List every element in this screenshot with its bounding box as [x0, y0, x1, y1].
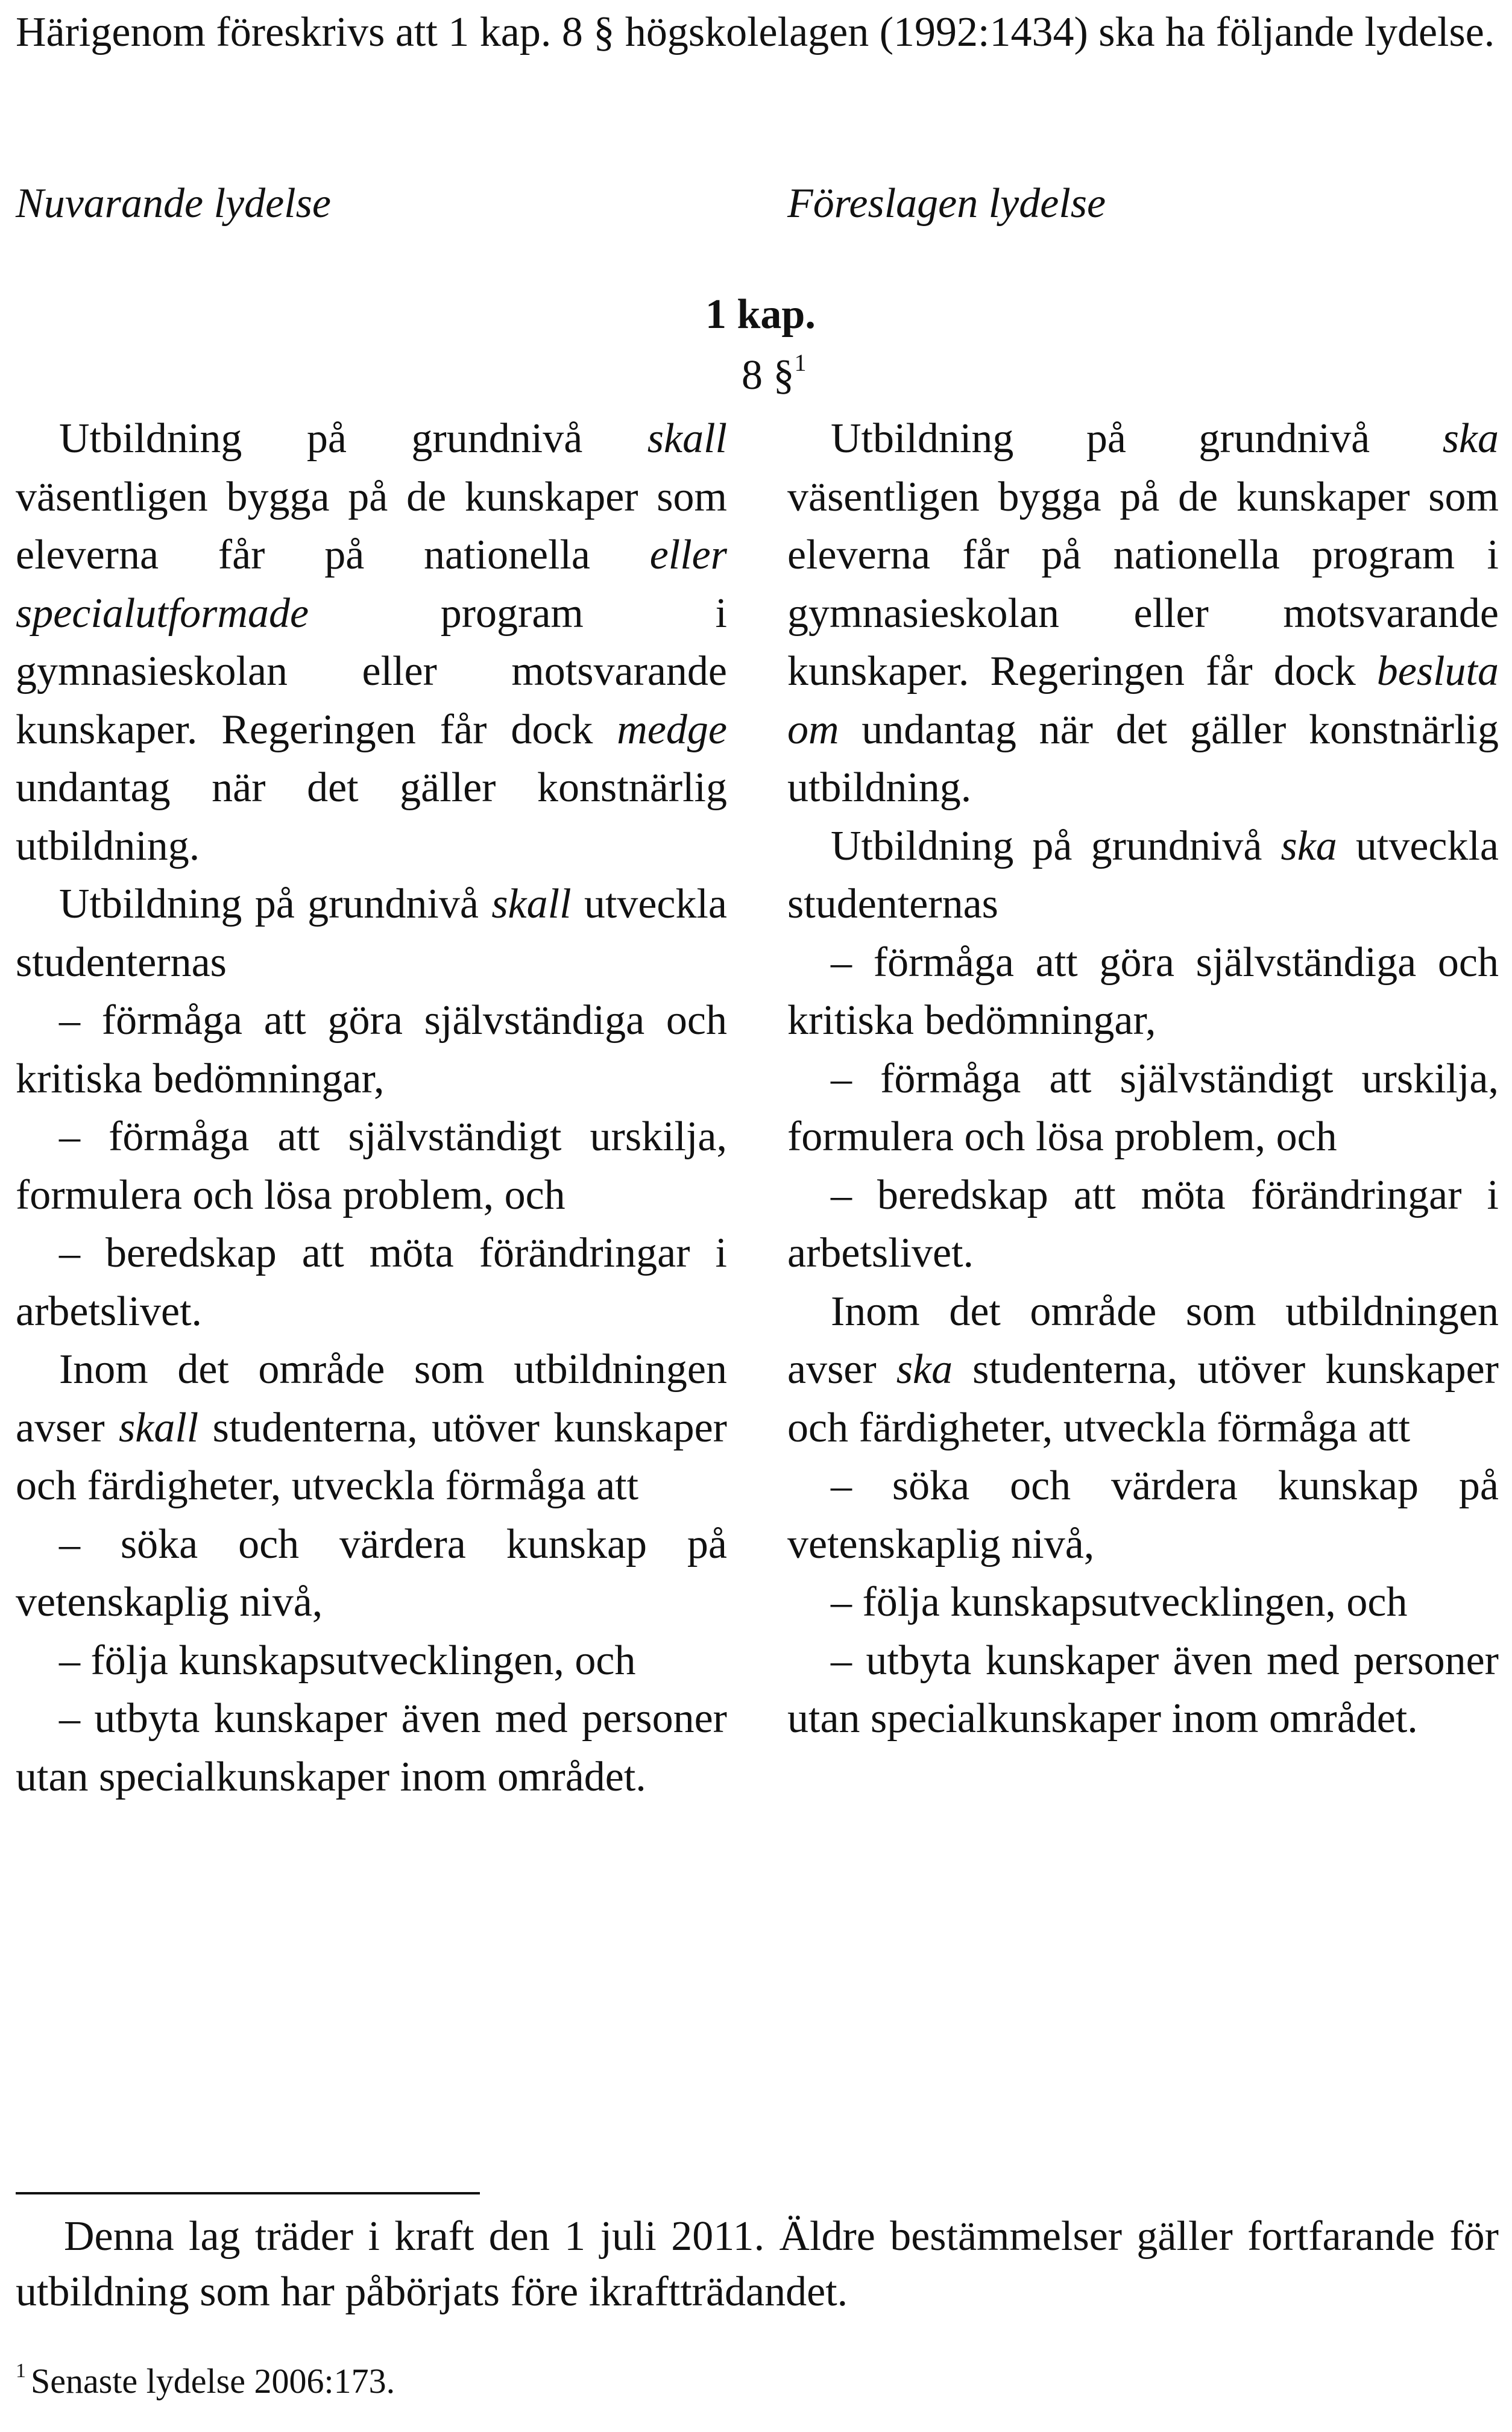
current-list-item: – beredskap att möta förändringar i arbetslivet. [16, 1230, 727, 1335]
changed-word: ska [1280, 822, 1337, 869]
proposed-paragraph-3: Inom det område som utbildningen avser ska studenterna, utöver kunskaper och färdigheter, utveckla förmåga att [787, 1288, 1499, 1451]
footnote [16, 2360, 395, 2401]
current-list-item: – förmåga att självständigt urskilja, formulera och lösa problem, och [16, 1114, 727, 1218]
chapter-heading: 1 kap. [705, 291, 816, 338]
changed-word: medge [617, 706, 727, 753]
section-footnote-mark: 1 [794, 349, 807, 376]
changed-phrase: eller specialutformade [16, 532, 727, 637]
entry-into-force [16, 2209, 1499, 2320]
proposed-list-item: – beredskap att möta förändringar i arbetslivet. [787, 1171, 1499, 1276]
proposed-paragraph-1: Utbildning på grundnivå ska väsentligen bygga på de kunskaper som eleverna får på nationella program i gymnasieskolan eller motsvarande kunskaper. Regeringen får dock besluta om undantag när det gäller konstnärlig utbildning. [787, 415, 1499, 811]
heading-current-wording: Nuvarande lydelse [16, 180, 331, 227]
current-paragraph-3: Inom det område som utbildningen avser skall studenterna, utöver kunskaper och färdigheter, utveckla förmåga att [16, 1346, 727, 1509]
proposed-list-item: – söka och värdera kunskap på vetenskaplig nivå, [787, 1463, 1499, 1567]
footnote-mark: 1 [16, 2360, 26, 2382]
changed-word: skall [647, 415, 727, 462]
proposed-list-item: – förmåga att självständigt urskilja, formulera och lösa problem, och [787, 1055, 1499, 1160]
proposed-list-item: – följa kunskapsutvecklingen, och [831, 1579, 1408, 1625]
current-wording-column [16, 410, 727, 1806]
current-paragraph-2: Utbildning på grundnivå skall utveckla studenternas [16, 881, 727, 986]
changed-word: ska [896, 1346, 953, 1393]
current-list-item: – utbyta kunskaper även med personer utan specialkunskaper inom området. [16, 1695, 727, 1800]
entry-into-force-text: Denna lag träder i kraft den 1 juli 2011. Äldre bestämmelser gäller fortfarande för utbildning som har påbörjats före ikraftträdandet. [16, 2213, 1499, 2315]
changed-word: skall [491, 881, 572, 927]
proposed-list-item: – förmåga att göra självständiga och kritiska bedömningar, [787, 939, 1499, 1044]
proposed-list-item: – utbyta kunskaper även med personer utan specialkunskaper inom området. [787, 1637, 1499, 1742]
current-list-item: – söka och värdera kunskap på vetenskaplig nivå, [16, 1520, 727, 1625]
section-number: 8 § [742, 352, 795, 399]
proposed-paragraph-2: Utbildning på grundnivå ska utveckla studenternas [787, 822, 1499, 927]
changed-word: skall [119, 1404, 199, 1451]
changed-word: ska [1442, 415, 1499, 462]
changed-phrase: besluta om [787, 648, 1499, 753]
section-heading [742, 348, 807, 400]
current-list-item: – förmåga att göra självständiga och kritiska bedömningar, [16, 997, 727, 1102]
footnote-text: Senaste lydelse 2006:173. [31, 2361, 395, 2401]
proposed-wording-column [787, 410, 1499, 1748]
intro-text: Härigenom föreskrivs att 1 kap. 8 § högskolelagen (1992:1434) ska ha följande lydelse. [16, 9, 1495, 55]
current-paragraph-1: Utbildning på grundnivå skall väsentligen bygga på de kunskaper som eleverna får på nationella eller specialutformade program i gymnasieskolan eller motsvarande kunskaper. Regeringen får dock medge undantag när det gäller konstnärlig utbildning. [16, 415, 727, 869]
heading-proposed-wording: Föreslagen lydelse [787, 180, 1106, 227]
current-list-item: – följa kunskapsutvecklingen, och [59, 1637, 636, 1684]
footnote-divider [16, 2192, 480, 2194]
